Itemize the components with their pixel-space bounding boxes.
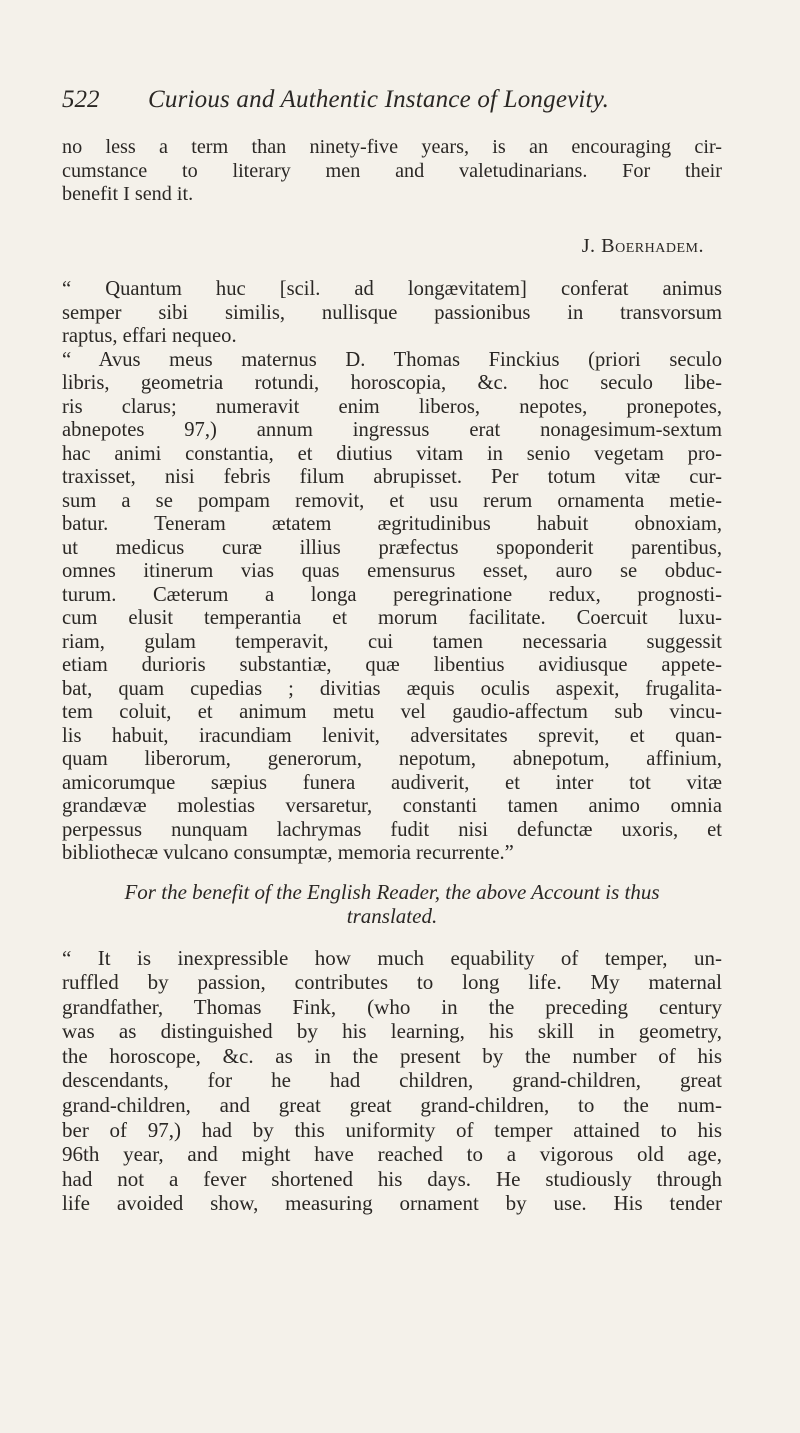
text-line: tem coluit, et animum metu vel gaudio-affectum sub vincu- <box>62 701 722 723</box>
text-line: ut medicus curæ illius præfectus spoponderit parentibus, <box>62 536 722 559</box>
page-number: 522 <box>62 86 100 113</box>
text-line: descendants, for he had children, grand-children, great <box>62 1068 722 1093</box>
text-line: life avoided show, measuring ornament by use. His tender <box>62 1191 722 1216</box>
author-signature: J. Boerhadem. <box>581 234 704 257</box>
intro-paragraph <box>62 136 722 207</box>
text-line: grandævæ molestias versaretur, constanti tamen animo omnia <box>62 795 722 817</box>
running-head <box>62 86 722 122</box>
english-translation <box>62 946 722 1217</box>
text-line: was as distinguished by his learning, his skill in geometry, <box>62 1019 722 1044</box>
text-line: bibliothecæ vulcano consumptæ, memoria recurrente.” <box>62 842 514 864</box>
text-line: raptus, effari nequeo. <box>62 325 237 347</box>
text-line: had not a fever shortened his days. He studiously through <box>62 1166 722 1191</box>
text-line: amicorumque sæpius funera audiverit, et inter tot vitæ <box>62 771 722 794</box>
text-line: ruffled by passion, contributes to long life. My maternal <box>62 970 722 995</box>
text-line: grand-children, and great great grand-children, to the num- <box>62 1093 722 1118</box>
text-line: cum elusit temperantia et morum facilitate. Coercuit luxu- <box>62 607 722 629</box>
text-line: turum. Cæterum a longa peregrinatione redux, prognosti- <box>62 583 722 606</box>
text-line: the horoscope, &c. as in the present by the number of his <box>62 1043 722 1068</box>
heading-line: translated. <box>346 903 438 928</box>
text-line: grandfather, Thomas Fink, (who in the preceding century <box>62 994 722 1019</box>
text-line: no less a term than ninety-five years, is an encouraging cir- <box>62 136 722 158</box>
text-line: hac animi constantia, et diutius vitam in senio vegetam pro- <box>62 442 722 465</box>
text-line: bat, quam cupedias ; divitias æquis oculis aspexit, frugalita- <box>62 677 722 700</box>
text-line: riam, gulam temperavit, cui tamen necessaria suggessit <box>62 630 722 653</box>
text-line: benefit I send it. <box>62 183 194 205</box>
text-line: “ Quantum huc [scil. ad longævitatem] conferat animus <box>62 278 722 300</box>
text-line: semper sibi similis, nullisque passionibus in transvorsum <box>62 301 722 324</box>
heading-line: For the benefit of the English Reader, the above Account is thus <box>124 879 660 904</box>
page-body <box>62 136 722 1216</box>
text-line: cumstance to literary men and valetudinarians. For their <box>62 159 722 182</box>
text-line: sum a se pompam removit, et usu rerum ornamenta metie- <box>62 489 722 512</box>
latin-quotation <box>62 278 722 866</box>
translation-heading <box>62 880 722 928</box>
text-line: libris, geometria rotundi, horoscopia, &c. hoc seculo libe- <box>62 372 722 394</box>
text-line: perpessus nunquam lachrymas fudit nisi defunctæ uxoris, et <box>62 818 722 841</box>
text-line: “ It is inexpressible how much equability of temper, un- <box>62 945 722 970</box>
text-line: abnepotes 97,) annum ingressus erat nonagesimum-sextum <box>62 419 722 441</box>
text-line: traxisset, nisi febris filum abrupisset. Per totum vitæ cur- <box>62 466 722 488</box>
text-line: etiam durioris substantiæ, quæ libentius avidiusque appete- <box>62 654 722 676</box>
running-title: Curious and Authentic Instance of Longevity. <box>148 86 610 113</box>
text-line: “ Avus meus maternus D. Thomas Finckius (priori seculo <box>62 348 722 371</box>
text-line: 96th year, and might have reached to a vigorous old age, <box>62 1142 722 1167</box>
text-line: omnes itinerum vias quas emensurus esset, auro se obduc- <box>62 560 722 582</box>
text-line: ris clarus; numeravit enim liberos, nepotes, pronepotes, <box>62 395 722 418</box>
text-line: lis habuit, iracundiam lenivit, adversitates sprevit, et quan- <box>62 724 722 747</box>
text-line: ber of 97,) had by this uniformity of temper attained to his <box>62 1117 722 1142</box>
text-line: batur. Teneram ætatem ægritudinibus habuit obnoxiam, <box>62 513 722 535</box>
text-line: quam liberorum, generorum, nepotum, abnepotum, affinium, <box>62 748 722 770</box>
